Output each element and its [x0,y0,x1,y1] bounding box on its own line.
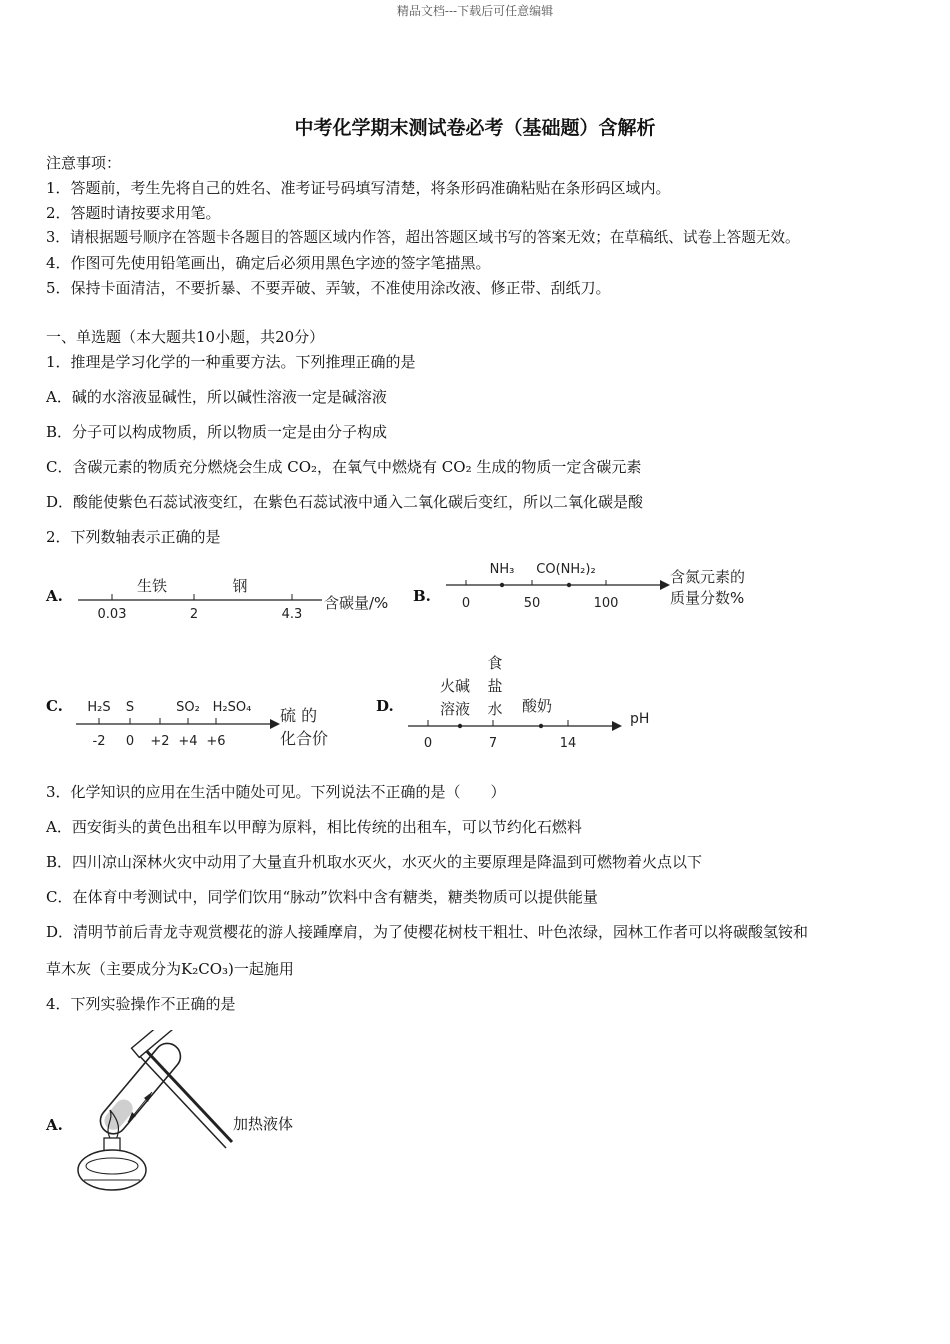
axis-d-label-yogurt: 酸奶 [521,697,553,715]
notice-item: 2．答题时请按要求用笔。 [46,204,221,222]
heating-liquid-illustration [70,1030,235,1195]
q3-stem: 3．化学知识的应用在生活中随处可见。下列说法不正确的是（ ） [46,783,506,801]
axis-a-label-steel: 钢 [232,577,248,595]
q3-option-b: B．四川凉山深林火灾中动用了大量直升机取水灭火，水灭火的主要原理是降温到可燃物着火点以下 [46,853,703,871]
notice-item: 3．请根据题号顺序在答题卡各题目的答题区域内作答，超出答题区域书写的答案无效；在草稿纸、试卷上答题无效。 [46,229,800,246]
axis-a-unit: 含碳量/% [324,594,389,612]
axis-d-label-lye-line2: 溶液 [439,700,471,718]
q2-axis-b [440,556,770,616]
axis-c-label-h2s: H₂S [87,700,111,715]
axis-a-tick: 2 [189,607,199,622]
notice-item: 4．作图可先使用铅笔画出，确定后必须用黑色字迹的签字笔描黑。 [46,254,491,272]
page-header: 精品文档---下载后可任意编辑 [396,4,554,18]
axis-c-label-h2so4: H₂SO₄ [212,700,252,715]
axis-a-tick: 4.3 [281,607,303,622]
axis-c-tick: +6 [206,734,226,749]
q2-option-c-label: C. [46,697,63,715]
q3-option-c: C．在体育中考测试中，同学们饮用“脉动”饮料中含有糖类，糖类物质可以提供能量 [46,888,598,906]
q2-option-d-label: D. [376,697,394,715]
q1-option-c: C．含碳元素的物质充分燃烧会生成 CO₂，在氧气中燃烧有 CO₂ 生成的物质一定含碳元素 [46,458,642,476]
axis-d-unit: pH [630,711,650,727]
q2-axis-d [400,648,680,753]
axis-d-label-lye-line1: 火碱 [439,677,471,695]
q1-stem: 1．推理是学习化学的一种重要方法。下列推理正确的是 [46,353,416,371]
q1-option-d: D．酸能使紫色石蕊试液变红，在紫色石蕊试液中通入二氧化碳后变红，所以二氧化碳是酸 [46,493,644,511]
axis-d-label-salt-3: 水 [487,700,503,718]
axis-c-tick: +2 [150,734,170,749]
axis-c-unit-line1: 硫 的 [280,706,318,725]
q2-axis-a [70,570,405,626]
q4-stem: 4．下列实验操作不正确的是 [46,995,236,1013]
q2-option-a-label: A. [46,587,63,605]
notice-item: 1．答题前，考生先将自己的姓名、准考证号码填写清楚，将条形码准确粘贴在条形码区域内。 [46,179,671,197]
q2-stem: 2．下列数轴表示正确的是 [46,528,221,546]
axis-b-label-urea: CO(NH₂)₂ [536,562,596,577]
axis-b-unit-line1: 含氮元素的 [670,568,746,586]
axis-d-label-salt-2: 盐 [487,677,503,695]
q3-option-d-continued: 草木灰（主要成分为K₂CO₃)一起施用 [46,960,294,978]
axis-b-tick: 50 [523,596,541,611]
page-title: 中考化学期末测试卷必考（基础题）含解析 [294,117,656,139]
axis-d-tick: 7 [488,736,498,751]
q2-axis-c [70,690,370,752]
q2-option-b-label: B. [413,587,431,605]
notice-heading: 注意事项： [46,154,122,172]
axis-c-tick: 0 [125,734,135,749]
axis-c-label-s: S [125,700,135,715]
section-heading: 一、单选题（本大题共10小题，共20分） [46,328,325,346]
axis-c-tick: +4 [178,734,198,749]
axis-c-label-so2: SO₂ [176,700,200,715]
axis-c-tick: -2 [92,734,106,749]
axis-c-unit-line2: 化合价 [280,729,329,748]
q1-option-a: A．碱的水溶液显碱性，所以碱性溶液一定是碱溶液 [46,388,387,406]
axis-d-tick: 14 [559,736,577,751]
axis-a-label-pig-iron: 生铁 [136,577,168,595]
notice-item: 5．保持卡面清洁，不要折暴、不要弄破、弄皱，不准使用涂改液、修正带、刮纸刀。 [46,279,611,297]
q4-option-a-caption: 加热液体 [233,1115,294,1133]
axis-b-tick: 0 [461,596,471,611]
axis-d-tick: 0 [423,736,433,751]
axis-d-label-salt-1: 食 [487,654,503,672]
q1-option-b: B．分子可以构成物质，所以物质一定是由分子构成 [46,423,388,441]
axis-b-unit-line2: 质量分数% [670,589,745,607]
axis-a-tick: 0.03 [97,607,127,622]
q3-option-d: D．清明节前后青龙寺观赏樱花的游人接踵摩肩，为了使樱花树枝干粗壮、叶色浓绿，园林工作者可以将碳酸氢铵和 [46,923,809,941]
q3-option-a: A．西安街头的黄色出租车以甲醇为原料，相比传统的出租车，可以节约化石燃料 [46,818,582,836]
axis-b-tick: 100 [593,596,619,611]
q4-option-a-label: A. [46,1116,63,1134]
axis-b-label-nh3: NH₃ [489,562,515,577]
